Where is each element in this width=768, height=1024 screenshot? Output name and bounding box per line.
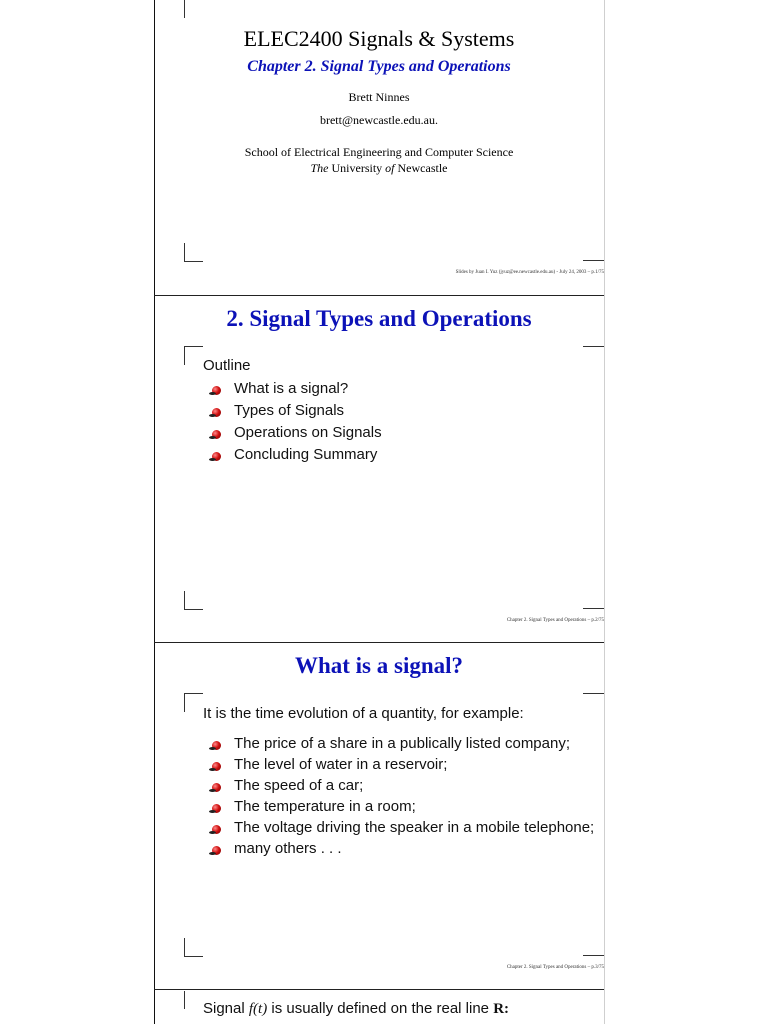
slide-footer: Slides by Juan I. Yuz (jyuz@ee.newcastle.edu.au) - July 24, 2003 – p.1/75: [455, 270, 604, 275]
bullet-icon: [212, 741, 221, 750]
slide-1-subtitle: Chapter 2. Signal Types and Operations: [247, 58, 511, 75]
university-the: The: [310, 161, 329, 175]
corner-mark: [583, 260, 604, 261]
signal-text-rest: is usually defined on the real line: [271, 1000, 490, 1017]
list-item: [212, 819, 594, 836]
page-right-border: [604, 0, 605, 1024]
author-email: brett@newcastle.edu.au.: [319, 113, 438, 127]
slide-1: [154, 0, 604, 295]
bullet-icon: [212, 408, 221, 417]
list-item-text: The price of a share in a publically listed company;: [234, 735, 571, 752]
corner-mark: [184, 243, 203, 262]
slide-1-title: ELEC2400 Signals & Systems: [243, 26, 515, 51]
corner-mark: [184, 591, 203, 610]
author-name: Brett Ninnes: [348, 90, 410, 104]
list-item: [212, 424, 382, 441]
corner-mark: [583, 955, 604, 956]
page-left-border: [154, 0, 155, 1024]
corner-mark: [184, 938, 203, 957]
list-item-text: Concluding Summary: [234, 446, 378, 463]
corner-mark: [583, 608, 604, 609]
list-item-text: The speed of a car;: [234, 777, 364, 794]
list-item-text: The level of water in a reservoir;: [234, 756, 448, 773]
bullet-icon: [212, 762, 221, 771]
corner-mark: [583, 346, 604, 347]
slide-4: [154, 990, 604, 1024]
slide-3-title: What is a signal?: [294, 653, 464, 678]
slide-4-text: [203, 1000, 509, 1018]
slide-3-intro: It is the time evolution of a quantity, for example:: [203, 705, 524, 722]
university-name: [154, 161, 604, 176]
list-item-text: Types of Signals: [234, 402, 345, 419]
list-item: [212, 798, 594, 815]
corner-mark: [184, 0, 185, 18]
list-item-text: The temperature in a room;: [234, 798, 416, 815]
bullet-icon: [212, 783, 221, 792]
outline-list: [212, 380, 382, 468]
document-page: [154, 0, 604, 1024]
slide-divider: [154, 989, 604, 990]
list-item-text: What is a signal?: [234, 380, 349, 397]
list-item: [212, 756, 594, 773]
list-item: [212, 446, 382, 463]
slide-footer: Chapter 2. Signal Types and Operations – p.2/75: [506, 618, 604, 623]
slide-divider: [154, 642, 604, 643]
bullet-icon: [212, 452, 221, 461]
corner-mark: [583, 693, 604, 694]
list-item: [212, 380, 382, 397]
list-item-text: many others . . .: [234, 840, 342, 857]
bullet-icon: [212, 430, 221, 439]
bullet-icon: [212, 846, 221, 855]
outline-label: Outline: [203, 357, 251, 374]
slide-footer: Chapter 2. Signal Types and Operations – p.3/75: [506, 965, 604, 970]
slide-2-title: 2. Signal Types and Operations: [226, 306, 532, 331]
list-item-text: The voltage driving the speaker in a mobile telephone;: [234, 819, 595, 836]
corner-mark: [184, 693, 203, 712]
bullet-icon: [212, 386, 221, 395]
list-item-text: Operations on Signals: [234, 424, 382, 441]
slide-3: [154, 643, 604, 989]
list-item: [212, 735, 594, 752]
list-item: [212, 777, 594, 794]
corner-mark: [184, 991, 185, 1009]
signal-text: Signal: [203, 1000, 245, 1017]
bullet-icon: [212, 804, 221, 813]
school-name: School of Electrical Engineering and Computer Science: [244, 145, 514, 159]
list-item: [212, 840, 594, 857]
signal-math: f(t): [248, 1001, 268, 1017]
list-item: [212, 402, 382, 419]
corner-mark: [184, 346, 203, 365]
university-of: of: [385, 161, 395, 175]
university-newcastle: Newcastle: [397, 161, 448, 175]
bullet-icon: [212, 825, 221, 834]
example-list: [212, 735, 594, 861]
slide-2: [154, 296, 604, 642]
slide-divider: [154, 295, 604, 296]
real-line-symbol: R:: [493, 1001, 510, 1017]
university-word: University: [331, 161, 383, 175]
